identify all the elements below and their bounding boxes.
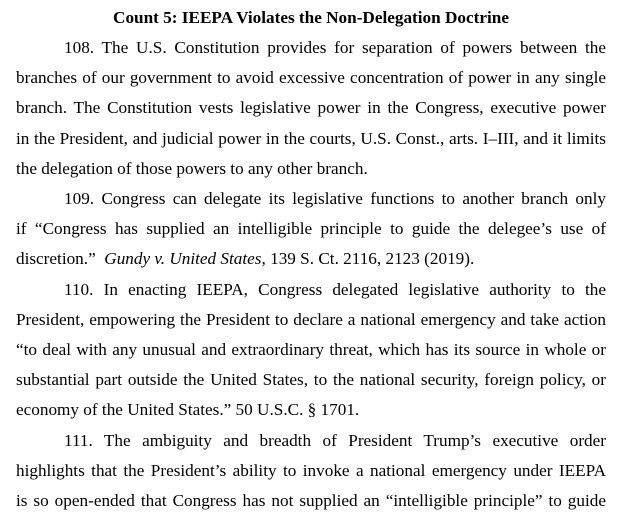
paragraph-line: 111. The ambiguity and breadth of President Trump’s executive order	[64, 431, 606, 450]
paragraph-line: 108. The U.S. Constitution provides for separation of powers between the	[64, 38, 606, 57]
citation-reporter: , 139 S. Ct. 2116, 2123 (2019).	[261, 249, 475, 268]
paragraph-line: highlights that the President’s ability to invoke a national emergency under IEEPA	[16, 461, 606, 480]
paragraph-line: economy of the United States.” 50 U.S.C. § 1701.	[16, 400, 360, 419]
paragraph-line: 109. Congress can delegate its legislative functions to another branch only	[64, 189, 606, 208]
paragraph-line: “to deal with any unusual and extraordinary threat, which has its source in whole or	[16, 340, 606, 359]
document-page	[16, 0, 606, 525]
paragraph-line: substantial part outside the United States, to the national security, foreign policy, or	[16, 370, 606, 389]
paragraph-line: if “Congress has supplied an intelligible principle to guide the delegee’s use of	[16, 219, 606, 238]
paragraph-line: 110. In enacting IEEPA, Congress delegated legislative authority to the	[64, 280, 606, 299]
citation-lead: discretion.”	[16, 249, 105, 268]
case-name: Gundy v. United States	[104, 249, 262, 268]
paragraph-line: in the President, and judicial power in the courts, U.S. Const., arts. I–III, and it limits	[16, 129, 606, 148]
paragraph-line: the delegation of those powers to any other branch.	[16, 159, 368, 178]
paragraph-line: President, empowering the President to declare a national emergency and take action	[16, 310, 606, 329]
paragraph-line: branch. The Constitution vests legislative power in the Congress, executive power	[16, 98, 606, 117]
paragraph-line: branches of our government to avoid excessive concentration of power in any single	[16, 68, 606, 87]
paragraph-line-citation	[16, 244, 606, 274]
section-heading: Count 5: IEEPA Violates the Non-Delegation Doctrine	[113, 8, 509, 27]
paragraph-line: is so open-ended that Congress has not supplied an “intelligible principle” to guide	[16, 491, 606, 510]
